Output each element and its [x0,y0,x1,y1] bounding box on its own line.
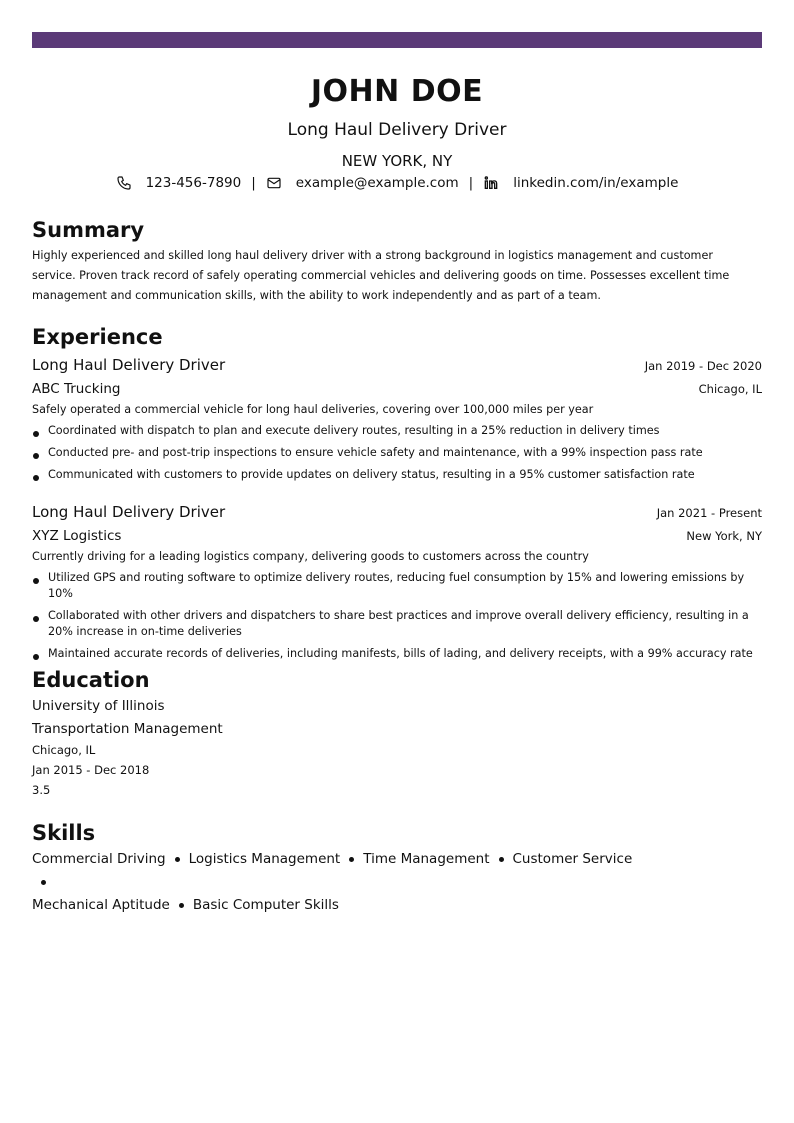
bullet-dot [33,475,39,481]
bullet-dot [33,431,39,437]
education-school: University of Illinois [32,698,165,714]
skill-separator-dot [179,903,184,908]
bullet-dot [33,654,39,660]
job-dates: Jan 2019 - Dec 2020 [644,359,762,373]
bullet-text: Maintained accurate records of deliveries, including manifests, bills of lading, and delivery receipts, with a 99% accuracy rate [48,647,753,660]
bullet-text: Utilized GPS and routing software to optimize delivery routes, reducing fuel consumption by 15% and lowering emissions by 10% [48,571,745,600]
bullet-dot [33,453,39,459]
skill-item: Logistics Management [188,851,341,867]
experience-heading: Experience [32,325,163,349]
education-location: Chicago, IL [32,743,96,757]
skill-separator-dot [499,857,504,862]
job-bullet-list [32,423,762,489]
education-heading: Education [32,668,150,692]
education-dates: Jan 2015 - Dec 2018 [32,763,150,777]
linkedin-link[interactable]: linkedin.com/in/example [513,175,679,191]
education-degree: Transportation Management [32,721,223,737]
skill-item: Time Management [363,851,490,867]
bullet-dot [33,616,39,622]
skill-item: Customer Service [512,851,633,867]
candidate-location: NEW YORK, NY [341,152,453,170]
skill-item: Basic Computer Skills [192,897,339,913]
skills-list [32,848,652,917]
skill-separator-dot [41,880,46,885]
job-company: ABC Trucking [32,381,121,397]
skill-separator-dot [349,857,354,862]
summary-heading: Summary [32,218,145,242]
job-dates: Jan 2021 - Present [656,506,762,520]
candidate-title: Long Haul Delivery Driver [287,120,507,140]
job-location: Chicago, IL [698,382,762,396]
phone-number: 123-456-7890 [145,175,242,191]
linkedin-icon [483,175,499,191]
skill-separator-dot [175,857,180,862]
summary-text: Highly experienced and skilled long haul delivery driver with a strong background in logistics management and customer service. Proven track record of safely operating commercial vehicles and delivering goods on time. Possesses excellent time management and communication skills, with the ability to work independently and as part of a team. [32,249,730,302]
bullet-text: Conducted pre- and post-trip inspections to ensure vehicle safety and maintenance, with a 99% inspection pass rate [48,446,703,459]
bullet-text: Communicated with customers to provide updates on delivery status, resulting in a 95% customer satisfaction rate [48,468,695,481]
list-item [32,445,762,461]
job-company: XYZ Logistics [32,528,122,544]
bullet-dot [33,578,39,584]
mail-icon [266,175,282,191]
list-item [32,570,762,602]
email-link[interactable]: example@example.com [295,175,459,191]
contact-line [32,172,762,194]
phone-icon [116,175,132,191]
bullet-text: Collaborated with other drivers and dispatchers to share best practices and improve overall delivery efficiency, resulting in a 20% increase in on-time deliveries [48,609,749,638]
job-description: Safely operated a commercial vehicle for long haul deliveries, covering over 100,000 miles per year [32,403,594,416]
list-item [32,467,762,483]
list-item [32,608,762,640]
contact-separator: | [468,175,474,191]
skills-heading: Skills [32,821,96,845]
candidate-name: JOHN DOE [310,74,484,109]
job-role: Long Haul Delivery Driver [32,356,226,374]
skill-item: Commercial Driving [32,851,166,867]
list-item [32,646,762,662]
contact-separator: | [251,175,256,191]
list-item [32,423,762,439]
accent-bar [32,32,762,48]
skill-item: Mechanical Aptitude [32,897,170,913]
job-role: Long Haul Delivery Driver [32,503,226,521]
job-description: Currently driving for a leading logistics company, delivering goods to customers across the country [32,550,589,563]
bullet-text: Coordinated with dispatch to plan and execute delivery routes, resulting in a 25% reduction in delivery times [48,424,660,437]
job-bullet-list [32,570,762,668]
education-gpa: 3.5 [32,783,51,797]
job-location: New York, NY [686,529,762,543]
